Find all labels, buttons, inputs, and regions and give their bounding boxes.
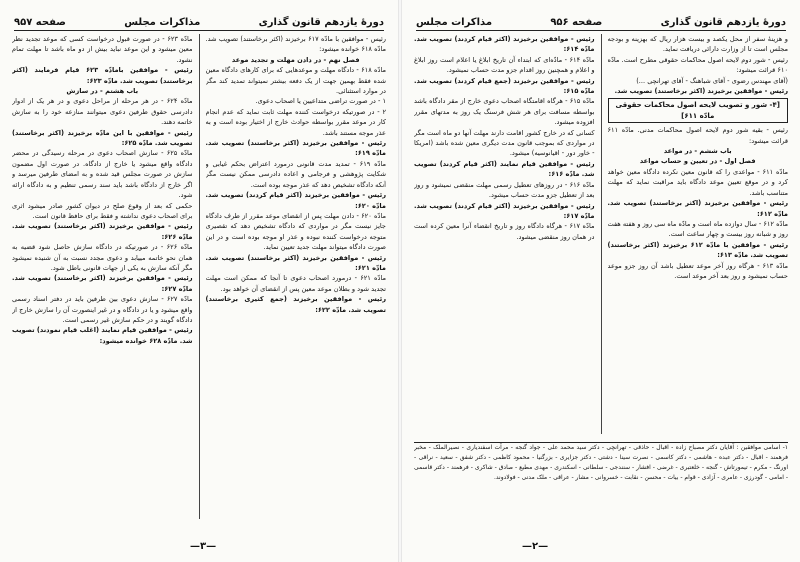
- header-page-number: صفحه ۹۵۷: [14, 17, 66, 28]
- header-term: دورهٔ یازدهم قانون گذاری: [660, 17, 786, 28]
- text-column-left: [12, 34, 193, 519]
- text-column-right: [608, 34, 789, 434]
- paragraph: مادّه ۶۱۷ - هرگاه دادگاه روز و تاریخ انقضاء آنرا معین کرده است در همان روز منقضی میشود.: [414, 222, 595, 241]
- page-header: [416, 8, 786, 31]
- footnote: ۱- اسامی موافقین : آقایان دکتر مصباح زاده - اقبال - حاذقی - تهرانچی - دکتر سید محمد علی - جواد گنجه - مرآت اسفندیاری - نصیرالملک - مخبر فرهمند - اقبال - دکتر عبده - هاشمی - دکتر کاسمی - نصرت سینا - دشتی - دکتر جزایری - بزرگنیا - محمود کاظمی - دکتر شفق - سعید - نراقی - اورنگ - مکرم - تیمورتاش - گنجه - خلعتبری - غرضی - افشار - سنندجی - سلطانی - اسکندری - مهدی مطیع - صادق - شاکری - فرهمند - دکتر قاسمی - امامی - گودرزی - عامری - آزادی - قوام - بیات - محسن - نقابت - خسروانی - مشار - عراقی - ملک مدنی - فولادوند.: [414, 442, 788, 523]
- paragraph: مادّه ۶۱۸ - دادگاه مهلت و موعدهایی که برای کارهای دادگاه معین شده فقط بهمین جهت از یک دفعه بیشتر نمیتواند تمدید کند مگر در موارد استثنائی.: [205, 66, 386, 96]
- paragraph: رئیس - موافقین قیام نمایند (اکثر قیام کردند) تصویب شد. مادّه ۶۱۶:: [414, 159, 595, 179]
- page-number-footer: —۲—: [522, 541, 549, 552]
- paragraph: مادّه ۶۲۴ - در هر مرحله از مراحل دعوی و در هر یک از ادوار دادرسی حقوق طرفین دعوی میتوانند منازعه خود را به سازش خاتمه دهند.: [12, 97, 193, 127]
- paragraph: و هزینهٔ سفر از محل یکصد و بیست هزار ریال که بهزینه و بودجه مجلس است تا از وزارت دارائی دریافت نماید.: [607, 35, 788, 54]
- paragraph: مادّه ۶۱۱ - مواعدی را که قانون معین نکرده دادگاه معین خواهد کرد و در موقع تعیین موعد دادگاه باید مراقبت نماید که مهلت متناسب باشد.: [607, 167, 788, 197]
- paragraph: ۲ - در صورتیکه درخواست کننده مهلت ثابت نماید که عدم انجام کار در موعد مقرر بواسطه حوادث خارج از اختیار بوده است و به عذر موجه مستند باشد.: [205, 107, 386, 137]
- paragraph: رئیس - موافقین بامادّه ۶۲۳ قیام فرمایند (اکثر برخاستند) تصویب شد. مادّه ۶۲۳:: [12, 66, 193, 85]
- section-heading: فصل نهم - در دادن مهلت و تجدید موعد: [231, 55, 360, 64]
- paragraph: رئیس - موافقین قیام نمایند (اغلب قیام نمودند) تصویب شد. مادّه ۶۲۸ خوانده میشود:: [12, 326, 193, 345]
- paragraph: مادّه ۶۲۳ - در صورت قبول درخواست کسی که موعد تجدید نظر معین میشود و این موعد نباید بیش از دو ماه باشد تا مهلت تمام نشود.: [12, 35, 193, 64]
- text-column-right: [206, 34, 387, 519]
- paragraph: کسانی که در خارج کشور اقامت دارند مهلت آنها دو ماه است مگر در مواردی که بموجب قانون مدت دیگری معین شده باشد (امریکا - خاور دور - اقیانوسیه) میشود.: [414, 128, 595, 158]
- paragraph: رئیس - موافقین برخیزند (اکثر قیام کردند) تصویب شد. مادّه ۶۲۰:: [205, 191, 386, 210]
- text-columns: [12, 34, 386, 519]
- paragraph: رئیس - موافقین برخیزند (اکثر برخاستند) تصویب شد.: [614, 87, 788, 96]
- paragraph: رئیس - موافقین برخیزند (اکثر برخاستند) تصویب شد. مادّه ۶۱۹:: [205, 139, 386, 158]
- paragraph: مادّه ۶۲۷ - سازش دعوی بین طرفین باید در دفتر اسناد رسمی واقع میشود و یا در دادگاه و در غیر اینصورت آن را سازش خارج از دادگاه گویند و در حکم سازش غیر رسمی است.: [12, 295, 193, 324]
- paragraph: رئیس - شور دوم لایحه اصول محاکمات حقوقی مطرح است. مادّه ۶۱۰ قرائت میشود:: [607, 55, 788, 75]
- paragraph: مادّه ۶۲۶ - در صورتیکه در دادگاه سازش حاصل شود قضیه به همان نحو خاتمه مییابد و دعوی مجدد نسبت به آن شنیده نمیشود مگر آنکه سازش به یکی از جهات قانونی باطل شود.: [12, 243, 193, 272]
- header-title: مذاکرات مجلس: [124, 17, 201, 28]
- header-title: مذاکرات مجلس: [416, 17, 493, 28]
- section-heading: باب ششم - در مواعد: [663, 147, 732, 156]
- paragraph: رئیس - موافقین با مادّه ۶۱۷ برخیزند (اکثر برخاستند) تصویب شد. مادّه ۶۱۸ خوانده میشود:: [205, 35, 386, 54]
- paragraph: مادّه ۶۱۲ - سال دوازده ماه است و مادّه ماه سی روز و هفته هفت روز و شبانه روز بیست و چهار ساعت است.: [607, 219, 788, 239]
- page-number-footer: —۳—: [190, 541, 217, 552]
- paragraph: رئیس - موافقین برخیزند (اکثر قیام کردند) تصویب شد. مادّه ۶۱۴:: [414, 35, 595, 54]
- page-header: [14, 8, 384, 31]
- paragraph: رئیس - موافقین با این مادّه برخیزند (اکثر برخاستند) تصویب شد. مادّه ۶۲۵:: [12, 128, 193, 148]
- paragraph: رئیس - موافقین برخیزند (جمع قیام کردند) تصویب شد. مادّه ۶۱۵:: [414, 76, 595, 96]
- paragraph: مادّه ۶۱۶ - در روزهای تعطیل رسمی مهلت منقضی نمیشود و روز بعد از تعطیل جزو مدت حساب میشود.: [414, 180, 595, 200]
- header-page-number: صفحه ۹۵۶: [550, 17, 603, 28]
- section-title-box: [۴- شور و تصویب لایحه اصول محاکمات حقوقی مادّه ۶۱۱]: [608, 98, 789, 123]
- column-divider: [601, 34, 602, 434]
- paragraph: مادّه ۶۱۳ - هرگاه روز آخر موعد تعطیل باشد آن روز جزو موعد حساب نمیشود و روز بعد آخر موعد است.: [607, 261, 788, 280]
- paragraph: رئیس - موافقین برخیزند (اکثر برخاستند) تصویب شد. مادّه ۶۱۲:: [607, 199, 788, 218]
- paragraph: رئیس - موافقین با مادّه ۶۱۲ برخیزند (اکثر برخاستند) تصویب شد. مادّه ۶۱۳:: [607, 240, 788, 260]
- text-column-left: [414, 34, 595, 434]
- paragraph: حکمی که بعد از وقوع صلح در دیوان کشور صادر میشود اثری برای اصحاب دعوی نداشته و فقط برای حافظ قانون است.: [12, 201, 193, 220]
- paragraph: مادّه ۶۱۵ - هرگاه اقامتگاه اصحاب دعوی خارج از مقر دادگاه باشد بواسطه مسافت برای هر شش فرسنگ یک روز به مدتهای مقرر افزوده میشود.: [414, 97, 595, 127]
- text-columns: [414, 34, 788, 434]
- paragraph: مادّه ۶۱۹ - تمدید مدت قانونی درمورد اعتراض بحکم غیابی و شکایت پژوهشی و فرجامی و اعاده دادرسی ممکن نیست مگر آنکه دادگاه تشخیص دهد که عذر موجه بوده است.: [205, 159, 386, 189]
- paragraph: رئیس - موافقین برخیزند (اکثر برخاستند) تصویب شد. مادّه ۶۲۷:: [12, 274, 193, 293]
- paragraph: رئیس - موافقین برخیزند (جمع کثیری برخاستند) تصویب شد. مادّه ۶۲۲:: [205, 295, 386, 314]
- paragraph: رئیس - موافقین برخیزند (اکثر قیام کردند) تصویب شد. مادّه ۶۱۷:: [414, 201, 595, 220]
- column-divider: [199, 34, 200, 519]
- paragraph: رئیس - موافقین برخیزند (اکثر برخاستند) تصویب شد. مادّه ۶۲۱:: [205, 253, 386, 272]
- section-heading: فصل اول - در تعیین و حساب مواعد: [639, 157, 756, 166]
- header-term: دورهٔ یازدهم قانون گذاری: [258, 17, 384, 28]
- page-956: [402, 0, 800, 562]
- paragraph: ۱ - در صورت تراضی متداعیین یا اصحاب دعوی.: [255, 97, 386, 106]
- paragraph: رئیس - موافقین برخیزند (اکثر برخاستند) تصویب شد. مادّه ۶۲۶:: [12, 222, 193, 241]
- paragraph: مادّه ۶۲۱ - درمورد اصحاب دعوی تا آنجا که ممکن است مهلت تجدید شود و بطلان موعد معین پس از انقضای آن خواهد بود.: [205, 274, 386, 293]
- paragraph: رئیس - بقیه شور دوم لایحه اصول محاکمات مدنی. مادّه ۶۱۱ قرائت میشود:: [607, 126, 788, 145]
- page-957: [0, 0, 398, 562]
- paragraph: مادّه ۶۲۵ - سازش اصحاب دعوی در مرحله رسیدگی در محضر دادگاه واقع میشود یا خارج از دادگاه. در صورت اول مضمون سازش در صورت مجلس قید شده و به امضای طرفین میرسد و اگر خارج از دادگاه باشد باید سند رسمی تنظیم و به دادگاه ارائه شود.: [12, 149, 193, 200]
- paragraph: (آقای مهندس رضوی - آقای شباهنگ - آقای تهرانچی ...): [636, 76, 788, 85]
- paragraph: مادّه ۶۱۴ - مادّه‌ای که ابتداء آن تاریخ ابلاغ یا اعلام است روز ابلاغ و اعلام و همچنین روز اقدام جزو مدت حساب نمیشود.: [414, 55, 595, 75]
- section-heading: باب هشتم - در سازش: [66, 87, 139, 96]
- paragraph: مادّه ۶۲۰ - دادن مهلت پس از انقضای موعد مقرر از طرف دادگاه جایز نیست مگر در مواردی که دادگاه تشخیص دهد که تقصیری متوجه درخواست کننده نبوده و عذر او موجه بوده است و در این صورت دادگاه میتواند مهلت جدید تعیین نماید.: [205, 211, 386, 252]
